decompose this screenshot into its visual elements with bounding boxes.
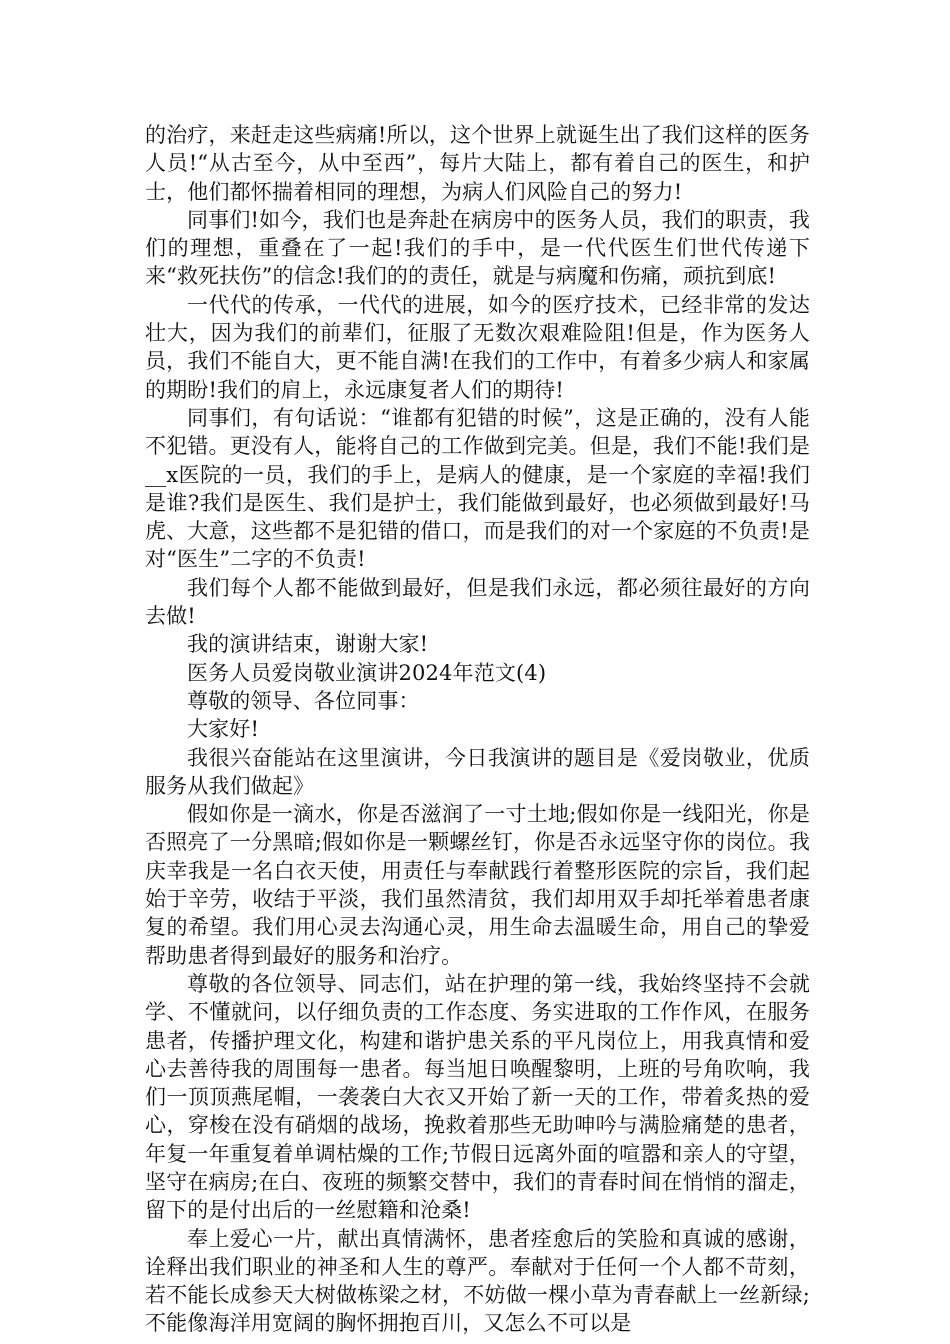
paragraph-4: 同事们，有句话说：“谁都有犯错的时候”，这是正确的，没有人能不犯错。更没有人，能将自己的工作做到完美。但是，我们不能!我们是__x医院的一员，我们的手上，是病人的健康，是一个家庭的幸福!我们是谁?我们是医生、我们是护士，我们能做到最好，也必须做到最好!马虎、大意，这些都不是犯错的借口，而是我们的对一个家庭的不负责!是对“医生”二字的不负责!: [145, 405, 810, 572]
closing-line: 我的演讲结束，谢谢大家!: [187, 632, 429, 657]
salutation: 尊敬的领导、各位同事：: [187, 688, 420, 713]
paragraph-5: 我们每个人都不能做到最好，但是我们永远，都必须往最好的方向去做!: [145, 575, 810, 629]
paragraph-13: 奉上爱心一片，献出真情满怀，患者痊愈后的笑脸和真诚的感谢，诠释出我们职业的神圣和人生的尊严。奉献对于任何一个人都不苛刻，若不能长成参天大树做栋梁之材，不妨做一棵小草为青春献上一丝新绿;不能像海洋用宽阔的胸怀拥抱百川，又怎么不可以是: [145, 1226, 810, 1336]
greeting: 大家好!: [187, 717, 260, 742]
paragraph-11: 假如你是一滴水，你是否滋润了一寸土地;假如你是一线阳光，你是否照亮了一分黑暗;假如你是一颗螺丝钉，你是否永远坚守你的岗位。我庆幸我是一名白衣天使，用责任与奉献践行着整形医院的宗旨，我们起始于辛劳，收结于平淡，我们虽然清贫，我们却用双手却托举着患者康复的希望。我们用心灵去沟通心灵，用生命去温暖生命，用自己的挚爱帮助患者得到最好的服务和治疗。: [145, 802, 810, 968]
paragraph-2: 同事们!如今，我们也是奔赴在病房中的医务人员，我们的职责，我们的理想，重叠在了一起!我们的手中，是一代代医生们世代传递下来“救死扶伤”的信念!我们的的责任，就是与病魔和伤痛，顽抗到底!: [145, 207, 810, 289]
document-page: [145, 121, 810, 1338]
section-title: 医务人员爱岗敬业演讲2024年范文(4): [187, 660, 547, 685]
paragraph-3: 一代代的传承，一代代的进展，如今的医疗技术，已经非常的发达壮大，因为我们的前辈们，征服了无数次艰难险阻!但是，作为医务人员，我们不能自大，更不能自满!在我们的工作中，有着多少病人和家属的期盼!我们的肩上，永远康复者人们的期待!: [145, 292, 810, 402]
paragraph-12: 尊敬的各位领导、同志们，站在护理的第一线，我始终坚持不会就学、不懂就问，以仔细负责的工作态度、务实进取的工作作风，在服务患者，传播护理文化，构建和谐护患关系的平凡岗位上，用我真情和爱心去善待我的周围每一患者。每当旭日唤醒黎明，上班的号角吹响，我们一顶顶燕尾帽，一袭袭白大衣又开始了新一天的工作，带着炙热的爱心，穿梭在没有硝烟的战场，挽救着那些无助呻吟与满脸痛楚的患者，年复一年重复着单调枯燥的工作;节假日远离外面的喧嚣和亲人的守望，坚守在病房;在白、夜班的频繁交替中，我们的青春时间在悄悄的溜走，留下的是付出后的一丝慰籍和沧桑!: [145, 971, 810, 1223]
paragraph-1: 的治疗，来赶走这些病痛!所以，这个世界上就诞生出了我们这样的医务人员!“从古至今，从中至西”，每片大陆上，都有着自己的医生，和护士，他们都怀揣着相同的理想，为病人们风险自己的努力!: [145, 123, 810, 204]
paragraph-10: 我很兴奋能站在这里演讲，今日我演讲的题目是《爱岗敬业，优质服务从我们做起》: [145, 745, 810, 798]
